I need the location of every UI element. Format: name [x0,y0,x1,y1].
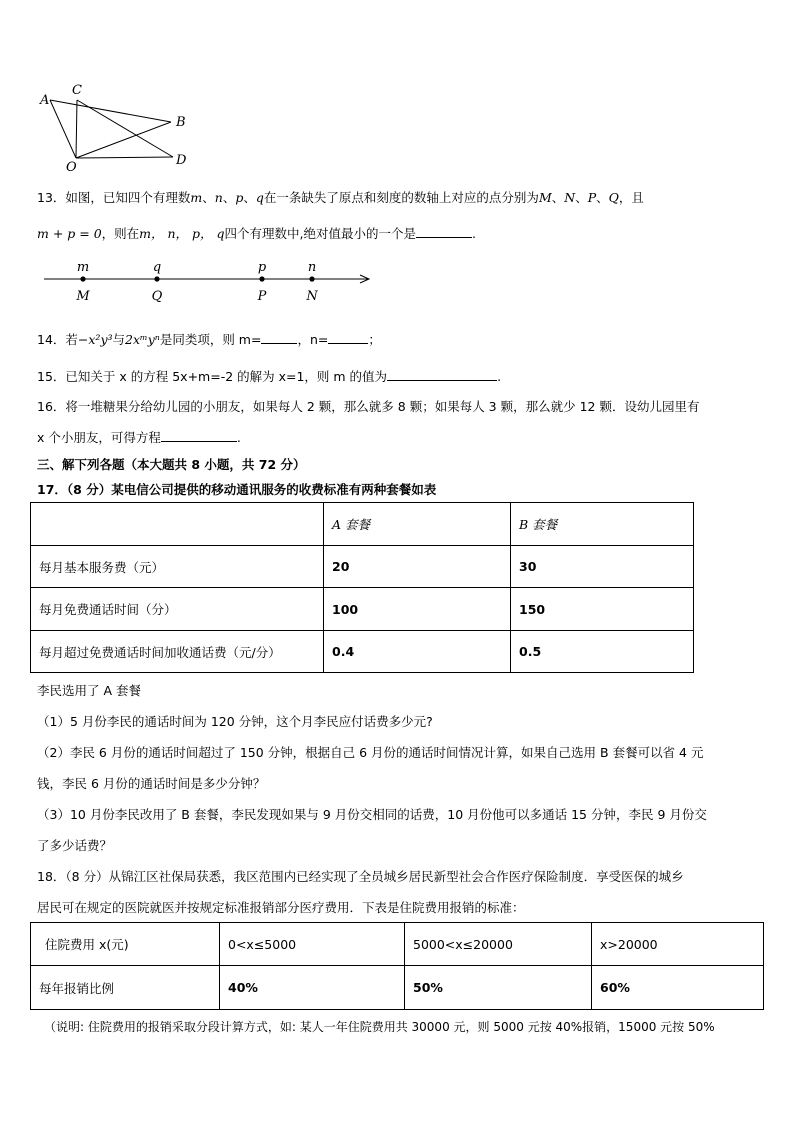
segment-ao [50,100,76,158]
answer-blank[interactable] [416,225,472,238]
segment-od [76,157,173,158]
q17-intro: 17．（8 分）某电信公司提供的移动通讯服务的收费标准有两种套餐如表 [37,482,437,497]
q13-line2: m + p = 0，则在m， n， p， q四个有理数中,绝对值最小的一个是 . [37,226,476,241]
number-line-point [259,276,264,281]
label-a: A [40,93,50,108]
q17-choice: 李民选用了 A 套餐 [37,683,141,698]
table-row: 每月免费通话时间（分） 100 150 [31,588,694,631]
label-o: O [66,160,77,175]
q17-part2-line2: 钱，李民 6 月份的通话时间是多少分钟？ [37,776,266,791]
number-line [40,258,380,304]
label-c: C [72,83,82,98]
table-row: 每月超过免费通话时间加收通话费（元/分） 0.4 0.5 [31,631,694,673]
q15-line: 15．已知关于 x 的方程 5x+m=-2 的解为 x=1，则 m 的值为 . [37,369,502,384]
number-line-point [154,276,159,281]
table-header-row: A 套餐 B 套餐 [31,503,694,546]
segment-cd [77,100,173,157]
label-b: B [176,115,186,130]
table-row: 每月基本服务费（元） 20 30 [31,546,694,588]
q14-term1: −x²y³ [77,332,113,347]
m-blank[interactable] [261,331,297,344]
point-value-label: n [307,260,317,275]
number-line-point [80,276,85,281]
table-row: 每年报销比例 40% 50% 60% [31,966,764,1010]
q17-part3-line2: 了多少话费？ [37,838,113,853]
point-value-label: p [257,260,267,275]
q17-part1: （1）5 月份李民的通话时间为 120 分钟，这个月李民应付话费多少元? [37,714,433,729]
q13-equation: m + p = 0 [37,226,102,241]
point-value-label: m [76,260,90,275]
q17-part2-line1: （2）李民 6 月份的通话时间超过了 150 分钟，根据自己 6 月份的通话时间情况计算，如果自己选用 B 套餐可以省 4 元 [37,745,704,760]
equation-blank[interactable] [161,429,237,442]
q16-line2: x 个小朋友，可得方程 . [37,430,241,445]
m-value-blank[interactable] [387,368,497,381]
table-header-row: 住院费用 x(元) 0<x≤5000 5000<x≤20000 x>20000 [31,923,764,966]
q17-part3-line1: （3）10 月份李民改用了 B 套餐，李民发现如果与 9 月份交相同的话费，10 月份他可以多通话 15 分钟，李民 9 月份交 [37,807,707,822]
segment-oc [76,100,77,158]
number-line-point [309,276,314,281]
q17-table [30,502,694,673]
point-name-label: N [306,289,318,304]
q18-line1: 18．（8 分）从锦江区社保局获悉，我区范围内已经实现了全员城乡居民新型社会合作医疗保险制度．享受医保的城乡 [37,869,684,884]
section-title: 三、解下列各题（本大题共 8 小题，共 72 分） [37,457,306,472]
point-name-label: P [257,289,267,304]
q14-term2: 2xᵐyⁿ [125,332,160,347]
point-name-label: Q [151,289,163,304]
q18-line2: 居民可在规定的医院就医并按规定标准报销部分医疗费用．下表是住院费用报销的标准： [37,900,525,915]
point-name-label: M [76,289,90,304]
geometry-figure [30,78,200,178]
label-d: D [176,153,187,168]
point-value-label: q [152,260,162,275]
q18-note: （说明: 住院费用的报销采取分段计算方式，如: 某人一年住院费用共 30000 元，则 5000 元按 40%报销，15000 元按 50% [44,1020,715,1034]
n-blank[interactable] [328,331,368,344]
q16-line1: 16．将一堆糖果分给幼儿园的小朋友，如果每人 2 颗，那么就多 8 颗；如果每人 3 颗，那么就少 12 颗．设幼儿园里有 [37,399,700,414]
q13-line1: 13．如图，已知四个有理数m、n、p、q在一条缺失了原点和刻度的数轴上对应的点分别为M、N、P、Q，且 [37,190,644,205]
segment-ab [50,100,171,122]
q14-line: 14．若−x²y³与2xᵐyⁿ是同类项，则 m= ，n= ； [37,332,381,347]
q18-table [30,922,764,1010]
